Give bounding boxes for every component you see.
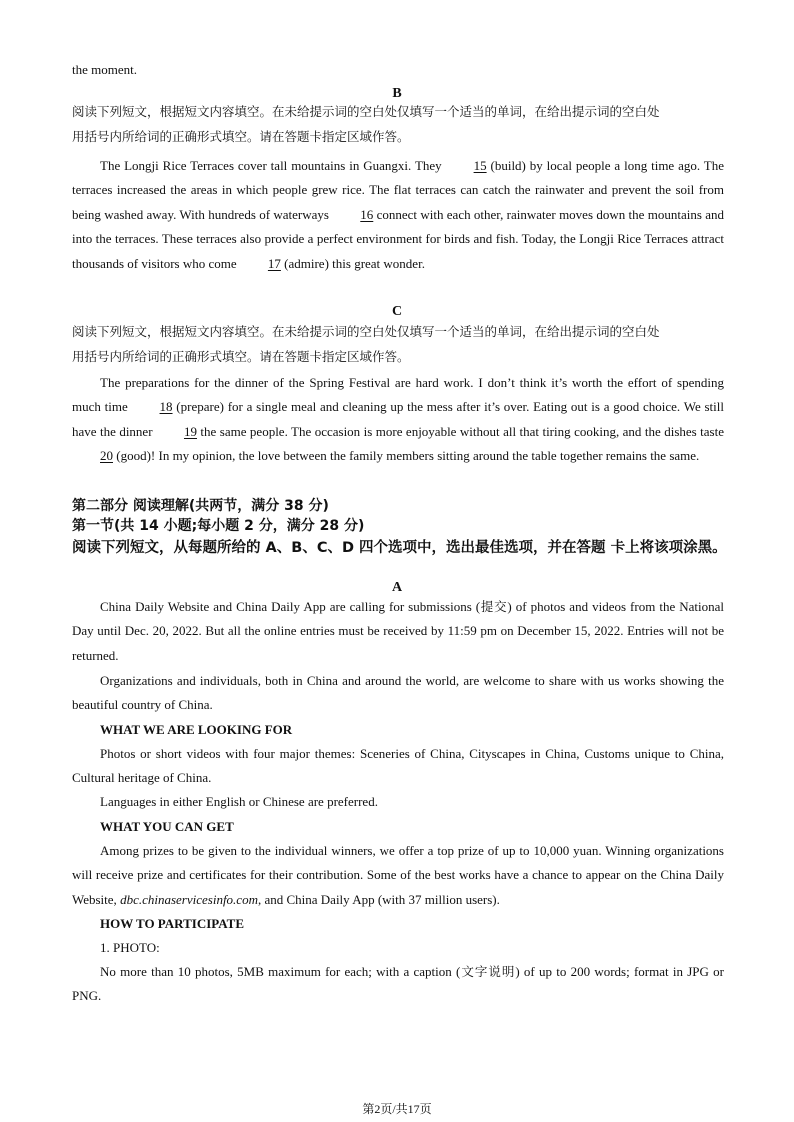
passage-text: The preparations for the dinner of the Spring Festival are hard work. I don’t think it’s worth the effort of spending much time: [72, 375, 724, 415]
heading-looking-for: WHAT WE ARE LOOKING FOR: [100, 722, 293, 737]
passage-text: (build) by local people a long time ago. The terraces increased the areas in which people grew rice. The flat terraces can catch the rainwater and prevent the soil from being washed away. With hundreds of waterways: [72, 158, 725, 222]
passage-a-p3: Photos or short videos with four major themes: Sceneries of China, Cityscapes in China, Customs unique to China, Cultural heritage of China.: [72, 746, 724, 786]
passage-text: (good)! In my opinion, the love between the family members sitting around the table together remains the same.: [113, 448, 700, 464]
blank-15: 15: [473, 158, 487, 173]
passage-text: the same people. The occasion is more enjoyable without all that tiring cooking, and the dishes taste: [196, 423, 724, 439]
part2-section1: 第一节(共 14 小题;每小题 2 分，满分 28 分): [72, 518, 365, 534]
passage-text: (prepare) for a single meal and cleaning up the mess after it’s over. Eating out is a good choice. We still have the dinner: [72, 399, 724, 439]
blank-16: 16: [360, 206, 374, 222]
part2-title: 第二部分 阅读理解(共两节，满分 38 分): [72, 498, 329, 514]
passage-text: The Longji Rice Terraces cover tall mountains in Guangxi. They: [100, 158, 446, 173]
passage-text: ) of photos and videos from the National Day until Dec. 20, 2022. But all the online entries must be received by 11:59 pm on December 15, 2022. Entries will not be returned.: [72, 599, 724, 663]
passage-text: , and China Daily App (with 37 million users).: [257, 891, 500, 907]
section-c-instruction-1: 阅读下列短文，根据短文内容填空。在未给提示词的空白处仅填写一个适当的单词，在给出提示词的空白处: [72, 324, 660, 339]
section-c-instruction-2: 用括号内所给词的正确形式填空。请在答题卡指定区域作答。: [72, 349, 410, 364]
blank-20: 20: [100, 448, 113, 464]
blank-18: 18: [159, 399, 173, 415]
heading-what-you-get: WHAT YOU CAN GET: [100, 819, 234, 834]
passage-text: China Daily Website and China Daily App are calling for submissions (: [100, 599, 481, 614]
passage-a-p4: Languages in either English or Chinese are preferred.: [100, 794, 378, 809]
section-b-instruction-1: 阅读下列短文，根据短文内容填空。在未给提示词的空白处仅填写一个适当的单词，在给出提示词的空白处: [72, 104, 660, 119]
passage-text: connect with each other, rainwater moves down the mountains and into the terraces. These terraces also provide a perfect environment for birds and fish. Today, the Longji Rice Terraces attract thousands of visitors who come: [72, 206, 725, 271]
gloss-text: 提交: [480, 599, 508, 614]
passage-a-p5: [72, 839, 724, 912]
blank-19: 19: [183, 423, 197, 439]
passage-a-p1: [72, 595, 724, 668]
passage-text: (admire) this great wonder.: [280, 255, 425, 271]
section-b-passage: [72, 154, 724, 276]
passage-a-p6: [72, 960, 724, 1009]
gloss-text: 文字说明: [460, 964, 516, 979]
passage-text: No more than 10 photos, 5MB maximum for each; with a caption (: [100, 964, 461, 979]
passage-text: Among prizes to be given to the individual winners, we offer a top prize of up to 10,000 yuan. Winning organizations will receive prize and certificates for their contribution. Some of the best works have a chance to appear on the China Daily Website,: [72, 843, 724, 907]
section-c-label: C: [391, 304, 403, 319]
section-c-passage: [72, 371, 724, 469]
blank-17: 17: [267, 255, 281, 271]
item-photo: 1. PHOTO:: [100, 940, 160, 955]
heading-how-to-participate: HOW TO PARTICIPATE: [100, 916, 245, 931]
page-footer: 第2页/共17页: [362, 1102, 432, 1116]
top-fragment: the moment.: [72, 62, 137, 77]
section-b-label: B: [392, 86, 402, 101]
passage-a-p2: Organizations and individuals, both in China and around the world, are welcome to share with us works showing the beautiful country of China.: [72, 673, 724, 713]
website-link[interactable]: dbc.chinaservicesinfo.com: [120, 891, 258, 907]
passage-a-label: A: [391, 580, 403, 595]
section-b-instruction-2: 用括号内所给词的正确形式填空。请在答题卡指定区域作答。: [72, 129, 410, 144]
part2-instruction: 阅读下列短文，从每题所给的 A、B、C、D 四个选项中，选出最佳选项，并在答题 卡上将该项涂黑。: [72, 540, 727, 556]
passage-text: ) of up to 200 words; format in JPG or PNG.: [72, 964, 724, 1004]
